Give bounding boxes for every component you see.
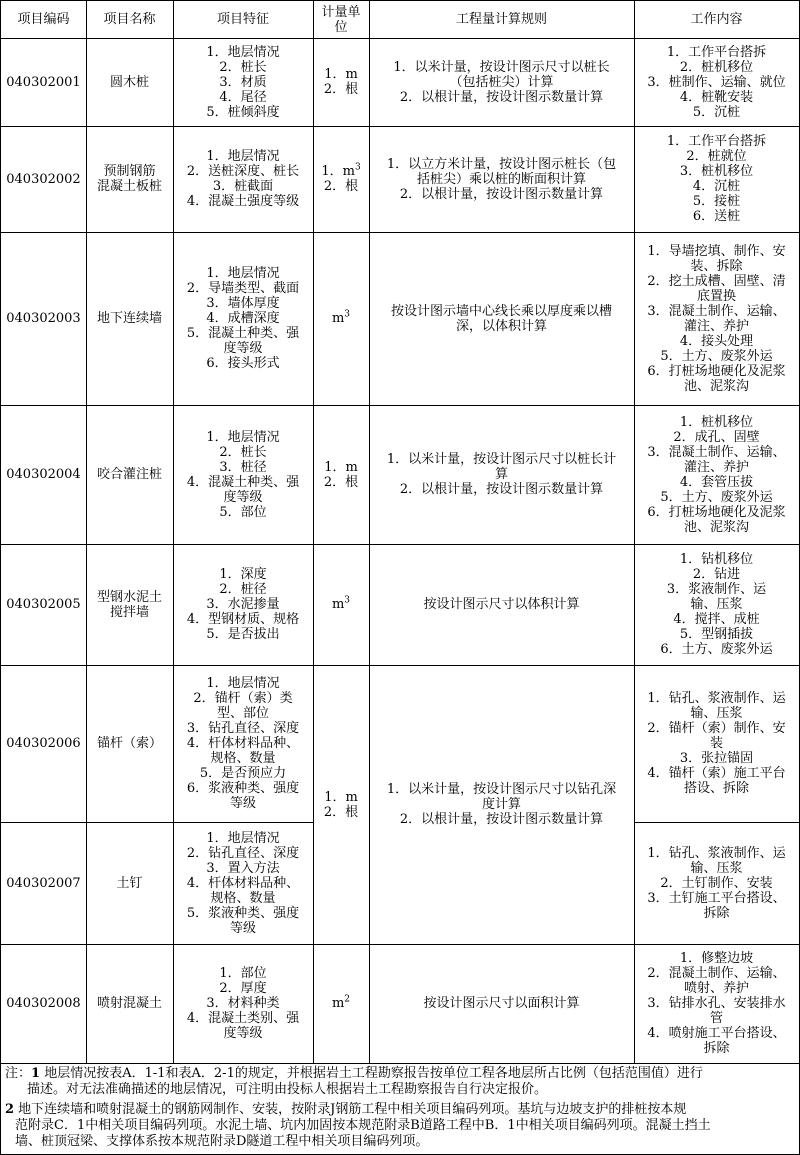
feature-line: 型、部位 — [216, 706, 269, 721]
rule-line: 深，以体积计算 — [455, 318, 547, 334]
feature-line: 5．是否拔出 — [206, 627, 280, 642]
rule-line: 1．以米计量，按设计图示尺寸以桩长计 — [386, 452, 617, 467]
work-line: 装、拆除 — [690, 258, 743, 274]
merged-unit — [313, 665, 369, 944]
feature-line: 5．是否预应力 — [199, 766, 287, 781]
work-line: 6．打桩场地硬化及泥浆 — [647, 504, 786, 520]
feature-line: 1．部位 — [219, 966, 267, 981]
unit-line — [332, 597, 350, 612]
item-name-line: 咬合灌注桩 — [96, 467, 162, 482]
unit-line — [332, 996, 350, 1011]
header-features: 项目特征 — [216, 12, 269, 27]
header-code: 项目编码 — [17, 12, 70, 27]
work-line: 拆除 — [703, 1041, 730, 1056]
work-line: 1．桩机移位 — [679, 414, 754, 430]
item-work — [634, 544, 799, 665]
item-unit — [313, 544, 369, 665]
unit-text: 2．根 — [323, 474, 359, 490]
item-name — [86, 126, 173, 232]
rule-line: 1．以立方米计量，按设计图示桩长（包 — [386, 156, 617, 172]
unit-text: 1．m — [321, 164, 355, 179]
work-line: 池、泥浆沟 — [683, 378, 749, 394]
item-unit — [313, 126, 369, 232]
grid-line — [1, 1063, 799, 1064]
item-code: 040302007 — [6, 875, 81, 891]
work-line: 2．钻进 — [692, 567, 741, 582]
item-code: 040302002 — [6, 171, 81, 187]
item-work — [634, 822, 799, 944]
feature-line: 4．混凝土种类、强 — [186, 474, 300, 490]
item-name — [86, 232, 173, 405]
work-line: 4．锚杆（索）施工平台 — [647, 766, 786, 781]
header-rule: 工程量计算规则 — [455, 12, 547, 27]
unit-exponent: 3 — [344, 309, 351, 320]
item-work — [634, 405, 799, 544]
feature-line: 2．桩长 — [219, 59, 267, 75]
feature-line: 3．钻孔直径、深度 — [186, 721, 300, 736]
feature-line: 度等级 — [223, 341, 263, 356]
rule-line: 2．以根计量，按设计图示数量计算 — [399, 812, 604, 827]
work-line: 6．土方、废浆外运 — [660, 642, 773, 657]
item-rule — [369, 405, 634, 544]
item-unit — [313, 232, 369, 405]
feature-line: 度等级 — [223, 489, 263, 505]
rule-line: 按设计图示尺寸以面积计算 — [423, 996, 580, 1011]
feature-line: 1．地层情况 — [206, 44, 280, 60]
feature-line: 4．混凝土强度等级 — [186, 194, 300, 209]
work-line: 2．土钉制作、安装 — [660, 875, 773, 891]
item-features — [173, 944, 313, 1063]
feature-line: 等级 — [229, 796, 256, 811]
item-features — [173, 665, 313, 822]
item-work — [634, 944, 799, 1063]
work-line: 3．土钉施工平台搭设、 — [647, 890, 786, 906]
feature-line: 2．锚杆（索）类 — [193, 691, 293, 706]
work-line: 1．工作平台搭拆 — [666, 44, 767, 60]
feature-line: 规格、数量 — [210, 890, 276, 906]
header-work: 工作内容 — [690, 12, 743, 27]
feature-line: 1．地层情况 — [206, 149, 280, 164]
item-code: 040302005 — [6, 597, 81, 612]
item-name-line: 预制钢筋 — [103, 164, 156, 179]
feature-line: 3．材质 — [219, 74, 267, 90]
feature-line: 2．送桩深度、桩长 — [186, 164, 300, 179]
feature-line: 1．地层情况 — [206, 830, 280, 846]
feature-line: 1．地层情况 — [206, 266, 280, 281]
item-name-line: 地下连续墙 — [96, 311, 162, 326]
feature-line: 2．钻孔直径、深度 — [186, 845, 300, 861]
note-1-line-2: 描述。对无法准确描述的地层情况，可注明由投标人根据岩土工程勘察报告自行决定报价。 — [27, 1082, 548, 1097]
feature-line: 等级 — [229, 920, 256, 936]
note-1-line-1: 地层情况按表A．1-1和表A．2-1的规定，并根据岩土工程勘察报告按单位工程各地层所占比例（包括范围值）进行 — [40, 1066, 703, 1081]
rule-line: 按设计图示墙中心线长乘以厚度乘以槽 — [390, 303, 612, 319]
feature-line: 3．水泥掺量 — [206, 597, 280, 612]
note-2-line-2: 范附录C．1中相关项目编码列项。水泥土墙、坑内加固按本规范附录B道路工程中B．1中相关项目编码列项。混凝土挡土 — [15, 1118, 711, 1133]
work-line: 4．沉桩 — [692, 179, 741, 194]
unit-line — [324, 475, 358, 490]
work-line: 底置换 — [696, 288, 736, 304]
work-line: 3．钻排水孔、安装排水 — [647, 996, 786, 1011]
work-line: 5．接桩 — [692, 194, 741, 209]
unit-text: 1．m — [324, 67, 358, 82]
rule-line: 度计算 — [481, 797, 521, 812]
unit-line — [324, 790, 358, 805]
rule-line: 2．以根计量，按设计图示数量计算 — [399, 482, 604, 497]
item-work — [634, 38, 799, 126]
feature-line: 6．接头形式 — [206, 356, 280, 371]
work-line: 1．钻孔、浆液制作、运 — [647, 691, 786, 706]
item-name-line: 搅拌墙 — [109, 604, 149, 620]
unit-exponent: 3 — [354, 162, 361, 173]
item-rule — [369, 38, 634, 126]
work-line: 1．导墙挖填、制作、安 — [647, 243, 786, 259]
unit-text: m — [331, 597, 345, 612]
work-line: 2．桩机移位 — [679, 59, 754, 75]
unit-line — [324, 179, 358, 194]
item-code: 040302004 — [6, 467, 81, 482]
feature-line: 2．桩长 — [219, 444, 267, 460]
feature-line: 5．浆液种类、强度 — [186, 905, 300, 921]
work-line: 3．混凝土制作、运输、 — [647, 303, 786, 319]
note-1 — [5, 1066, 795, 1098]
work-line: 搭设、拆除 — [683, 781, 749, 796]
work-line: 装 — [709, 736, 723, 751]
item-name — [86, 38, 173, 126]
item-unit — [313, 38, 369, 126]
item-code: 040302003 — [6, 311, 81, 326]
rule-line: 括桩尖）乘以桩的断面积计算 — [416, 171, 586, 187]
header-name: 项目名称 — [103, 12, 156, 27]
work-line: 3．张拉锚固 — [679, 751, 754, 766]
work-line: 池、泥浆沟 — [683, 519, 749, 535]
unit-line — [321, 164, 360, 179]
feature-line: 5．混凝土种类、强 — [186, 326, 300, 341]
unit-exponent: 2 — [344, 994, 351, 1005]
note-1-number: 1 — [31, 1066, 41, 1081]
unit-line — [324, 82, 358, 97]
work-line: 输、压浆 — [690, 597, 743, 612]
feature-line: 2．厚度 — [219, 981, 267, 996]
feature-line: 2．桩径 — [219, 582, 267, 597]
item-features — [173, 38, 313, 126]
work-line: 4．喷射施工平台搭设、 — [647, 1026, 786, 1041]
feature-line: 3．桩截面 — [212, 179, 274, 194]
work-line: 2．成孔、固壁 — [673, 429, 760, 445]
feature-line: 4．杆体材料品种、 — [186, 875, 300, 891]
work-line: 喷射、养护 — [683, 981, 749, 996]
feature-line: 1．深度 — [219, 567, 267, 582]
item-code: 040302001 — [6, 74, 81, 90]
work-line: 2．桩就位 — [686, 149, 747, 164]
item-code: 040302008 — [6, 996, 81, 1011]
feature-line: 1．地层情况 — [206, 429, 280, 445]
work-line: 2．锚杆（索）制作、安 — [647, 721, 786, 736]
feature-line: 度等级 — [223, 1026, 263, 1041]
rule-line: （包括桩尖）计算 — [449, 74, 554, 90]
feature-line: 2．导墙类型、截面 — [186, 281, 300, 296]
feature-line: 4．混凝土类别、强 — [186, 1011, 300, 1026]
unit-text: 2．根 — [323, 804, 359, 820]
work-line: 4．桩靴安装 — [679, 89, 754, 105]
header-unit — [313, 1, 369, 38]
rule-line: 2．以根计量，按设计图示数量计算 — [399, 89, 604, 105]
work-line: 2．混凝土制作、运输、 — [647, 966, 786, 981]
rule-line: 算 — [494, 467, 508, 482]
feature-line: 4．型钢材质、规格 — [186, 612, 300, 627]
item-name-line: 锚杆（索） — [96, 736, 162, 751]
unit-text: m — [331, 996, 345, 1011]
unit-line — [324, 805, 358, 820]
work-line: 输、压浆 — [690, 860, 743, 876]
feature-line: 3．桩径 — [219, 459, 267, 475]
feature-line: 4．杆体材料品种、 — [186, 736, 300, 751]
rule-line: 按设计图示尺寸以体积计算 — [423, 597, 580, 612]
feature-line: 3．墙体厚度 — [206, 296, 280, 311]
work-line: 3．浆液制作、运 — [666, 582, 767, 597]
item-work — [634, 665, 799, 822]
item-name-line: 圆木桩 — [109, 74, 149, 90]
work-line: 1．工作平台搭拆 — [666, 134, 767, 149]
work-line: 1．修整边坡 — [679, 951, 754, 966]
item-unit — [313, 405, 369, 544]
work-line: 3．混凝土制作、运输、 — [647, 444, 786, 460]
work-line: 6．打桩场地硬化及泥浆 — [647, 363, 786, 379]
feature-line: 5．部位 — [219, 504, 267, 520]
work-line: 2．挖土成槽、固壁、清 — [647, 273, 786, 289]
item-work — [634, 232, 799, 405]
item-name-line: 混凝土板桩 — [96, 179, 162, 194]
unit-line — [324, 460, 358, 475]
note-2 — [5, 1102, 795, 1150]
note-1-prefix: 注： — [5, 1066, 32, 1081]
feature-line: 5．桩倾斜度 — [206, 104, 280, 120]
item-name-line: 型钢水泥土 — [96, 589, 162, 605]
item-name — [86, 822, 173, 944]
feature-line: 4．尾径 — [219, 89, 267, 105]
work-line: 输、压浆 — [690, 706, 743, 721]
item-features — [173, 822, 313, 944]
work-line: 4．搅拌、成桩 — [673, 612, 760, 627]
rule-line: 1．以米计量，按设计图示尺寸以钻孔深 — [386, 782, 617, 797]
work-line: 6．送桩 — [692, 209, 741, 224]
item-rule — [369, 544, 634, 665]
work-line: 5．土方、废浆外运 — [660, 489, 773, 505]
unit-line — [332, 311, 350, 326]
item-unit — [313, 944, 369, 1063]
feature-line: 6．浆液种类、强度 — [186, 781, 300, 796]
work-line: 5．土方、废浆外运 — [660, 348, 773, 364]
note-2-number: 2 — [5, 1102, 15, 1117]
item-features — [173, 405, 313, 544]
note-2-line-3: 墙、桩顶冠梁、支撑体系按本规范附录D隧道工程中相关项目编码列项。 — [15, 1134, 429, 1149]
feature-line: 规格、数量 — [210, 751, 276, 766]
unit-text: 1．m — [324, 789, 358, 805]
unit-text: 2．根 — [323, 179, 359, 194]
merged-rule — [369, 665, 634, 944]
work-line: 拆除 — [703, 905, 730, 921]
unit-line — [324, 67, 358, 82]
work-line: 5．型钢插拔 — [679, 627, 754, 642]
work-line: 管 — [709, 1011, 723, 1026]
unit-text: 2．根 — [323, 82, 359, 97]
item-name — [86, 944, 173, 1063]
note-2-line-1: 地下连续墙和喷射混凝土的钢筋网制作、安装，按附录J钢筋工程中相关项目编码列项。基坑与边坡支护的排桩按本规 — [14, 1102, 687, 1117]
item-features — [173, 232, 313, 405]
work-line: 3．桩制作、运输、就位 — [647, 74, 786, 90]
item-name-line: 土钉 — [116, 875, 143, 891]
work-line: 4．套管压拔 — [679, 474, 754, 490]
feature-line: 3．置入方法 — [206, 860, 280, 876]
rule-line: 2．以根计量，按设计图示数量计算 — [399, 186, 604, 202]
item-work — [634, 126, 799, 232]
unit-exponent: 3 — [344, 595, 351, 606]
item-features — [173, 544, 313, 665]
item-name-line: 喷射混凝土 — [96, 996, 162, 1011]
item-name — [86, 544, 173, 665]
unit-text: 1．m — [324, 459, 358, 475]
work-line: 5．沉桩 — [692, 104, 741, 120]
work-line: 1．钻孔、浆液制作、运 — [647, 845, 786, 861]
rule-line: 1．以米计量，按设计图示尺寸以桩长 — [393, 59, 610, 75]
work-line: 1．钻机移位 — [679, 552, 754, 567]
unit-text: m — [331, 311, 345, 326]
item-rule — [369, 944, 634, 1063]
item-rule — [369, 232, 634, 405]
item-rule — [369, 126, 634, 232]
item-name — [86, 405, 173, 544]
work-line: 灌注、养护 — [683, 318, 749, 334]
work-line: 4．接头处理 — [679, 333, 754, 349]
feature-line: 1．地层情况 — [206, 676, 280, 691]
item-code: 040302006 — [6, 736, 81, 751]
header-unit-line: 计量单 — [321, 4, 361, 20]
item-name — [86, 665, 173, 822]
work-line: 3．桩机移位 — [679, 164, 754, 179]
work-line: 灌注、养护 — [683, 459, 749, 475]
item-features — [173, 126, 313, 232]
feature-line: 3．材料种类 — [206, 996, 280, 1011]
header-unit-line: 位 — [334, 19, 348, 35]
feature-line: 4．成槽深度 — [206, 311, 280, 326]
